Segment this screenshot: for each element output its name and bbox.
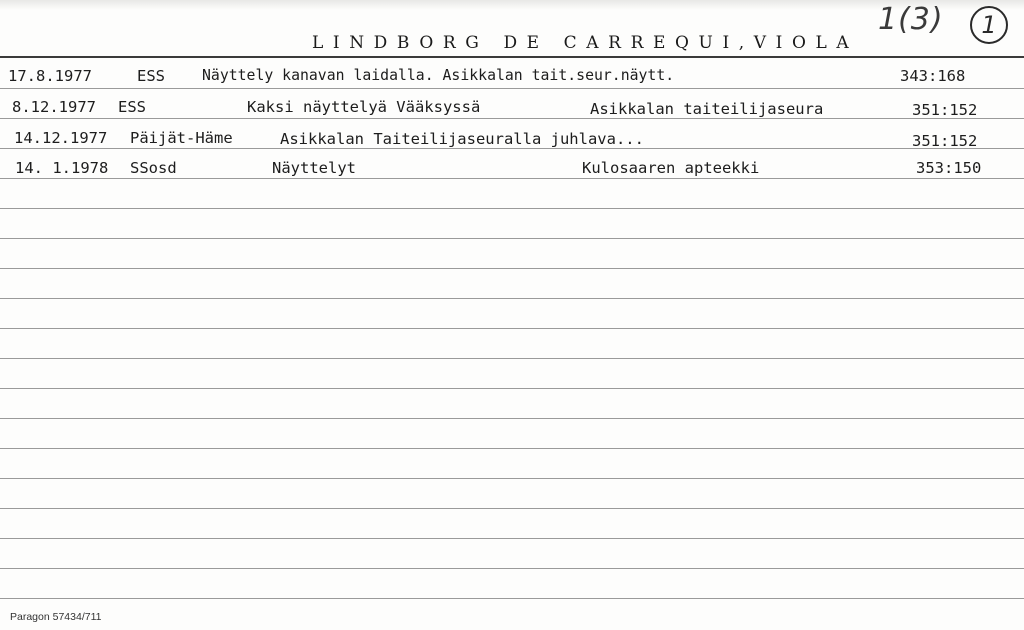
ruled-line — [0, 88, 1024, 89]
ruled-line — [0, 148, 1024, 149]
ruled-line — [0, 298, 1024, 299]
entry-source: Päijät-Häme — [130, 129, 233, 147]
card-title: LINDBORG DE CARREQUI,VIOLA — [312, 33, 859, 53]
header-rule — [0, 56, 1024, 58]
entry-location: Kulosaaren apteekki — [582, 159, 760, 177]
ruled-line — [0, 238, 1024, 239]
card-number: 1(3) — [878, 2, 944, 37]
ruled-line — [0, 358, 1024, 359]
ruled-line — [0, 568, 1024, 569]
entry-source: SSosd — [130, 159, 177, 177]
entry-reference: 351:152 — [912, 132, 978, 150]
entry-description: Asikkalan Taiteilijaseuralla juhlava... — [280, 130, 644, 148]
ruled-line — [0, 118, 1024, 119]
entry-location: Asikkalan taiteilijaseura — [590, 100, 824, 118]
ruled-line — [0, 478, 1024, 479]
entry-description: Näyttelyt — [272, 159, 356, 177]
ruled-line — [0, 598, 1024, 599]
ruled-line — [0, 418, 1024, 419]
entry-date: 14.12.1977 — [14, 129, 108, 147]
ruled-line — [0, 178, 1024, 179]
entry-source: ESS — [118, 98, 146, 116]
ruled-line — [0, 328, 1024, 329]
entry-reference: 343:168 — [900, 67, 966, 85]
circled-number: 1 — [970, 6, 1008, 44]
ruled-line — [0, 208, 1024, 209]
ruled-line — [0, 268, 1024, 269]
entry-description: Kaksi näyttelyä Vääksyssä — [247, 98, 481, 116]
entry-date: 8.12.1977 — [12, 98, 96, 116]
ruled-line — [0, 508, 1024, 509]
entry-source: ESS — [137, 67, 165, 85]
ruled-line — [0, 538, 1024, 539]
entry-date: 14. 1.1978 — [15, 159, 109, 177]
entry-date: 17.8.1977 — [8, 67, 92, 85]
entry-description: Näyttely kanavan laidalla. Asikkalan tait.seur.näytt. — [202, 67, 675, 84]
card-top-edge — [0, 0, 1024, 10]
ruled-line — [0, 448, 1024, 449]
card-footer: Paragon 57434/711 — [10, 611, 102, 623]
ruled-line — [0, 388, 1024, 389]
entry-reference: 353:150 — [916, 159, 982, 177]
entry-reference: 351:152 — [912, 101, 978, 119]
